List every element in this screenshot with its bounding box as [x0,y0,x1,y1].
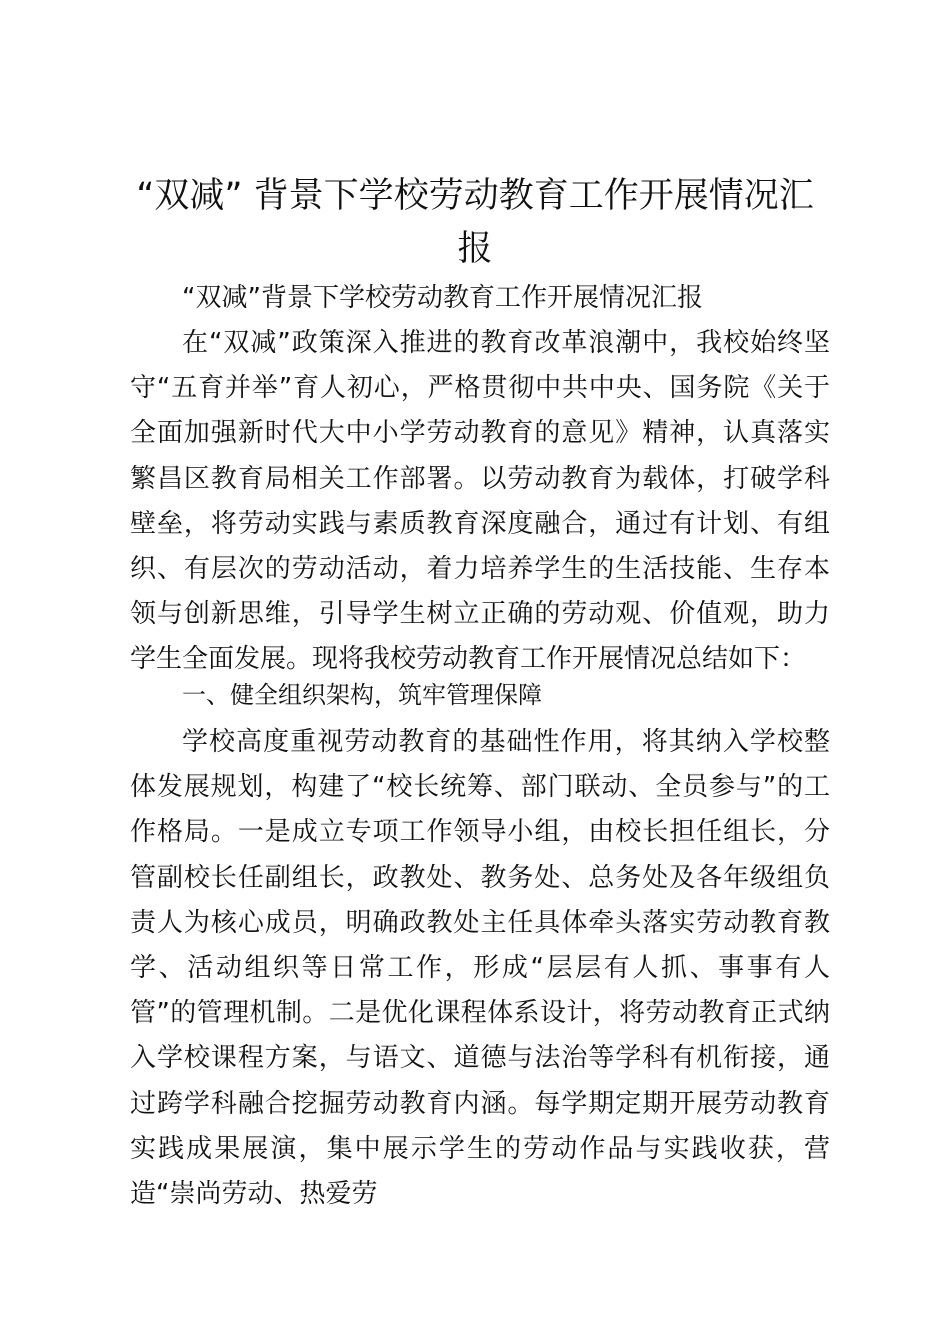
intro-paragraph: 在“双减”政策深入推进的教育改革浪潮中，我校始终坚守“五育并举”育人初心，严格贯彻中共中央、国务院《关于全面加强新时代大中小学劳动教育的意见》精神，认真落实繁昌区教育局相关工作部署。以劳动教育为载体，打破学科壁垒，将劳动实践与素质教育深度融合，通过有计划、有组织、有层次的劳动活动，着力培养学生的生活技能、生存本领与创新思维，引导学生树立正确的劳动观、价值观，助力学生全面发展。现将我校劳动教育工作开展情况总结如下： [130,328,830,675]
section-paragraph: 学校高度重视劳动教育的基础性作用，将其纳入学校整体发展规划，构建了“校长统筹、部门联动、全员参与”的工作格局。一是成立专项工作领导小组，由校长担任组长，分管副校长任副组长，政教处、教务处、总务处及各年级组负责人为核心成员，明确政教处主任具体牵头落实劳动教育教学、活动组织等日常工作，形成“层层有人抓、事事有人管”的管理机制。二是优化课程体系设计，将劳动教育正式纳入学校课程方案，与语文、道德与法治等学科有机衔接，通过跨学科融合挖掘劳动教育内涵。每学期定期开展劳动教育实践成果展演，集中展示学生的劳动作品与实践收获，营造“崇尚劳动、热爱劳 [130,727,830,1210]
document-subtitle: “双减”背景下学校劳动教育工作开展情况汇报 [182,283,703,313]
document-title: “双减” 背景下学校劳动教育工作开展情况汇报 [136,176,814,269]
section-heading: 一、健全组织架构，筑牢管理保障 [182,681,542,709]
